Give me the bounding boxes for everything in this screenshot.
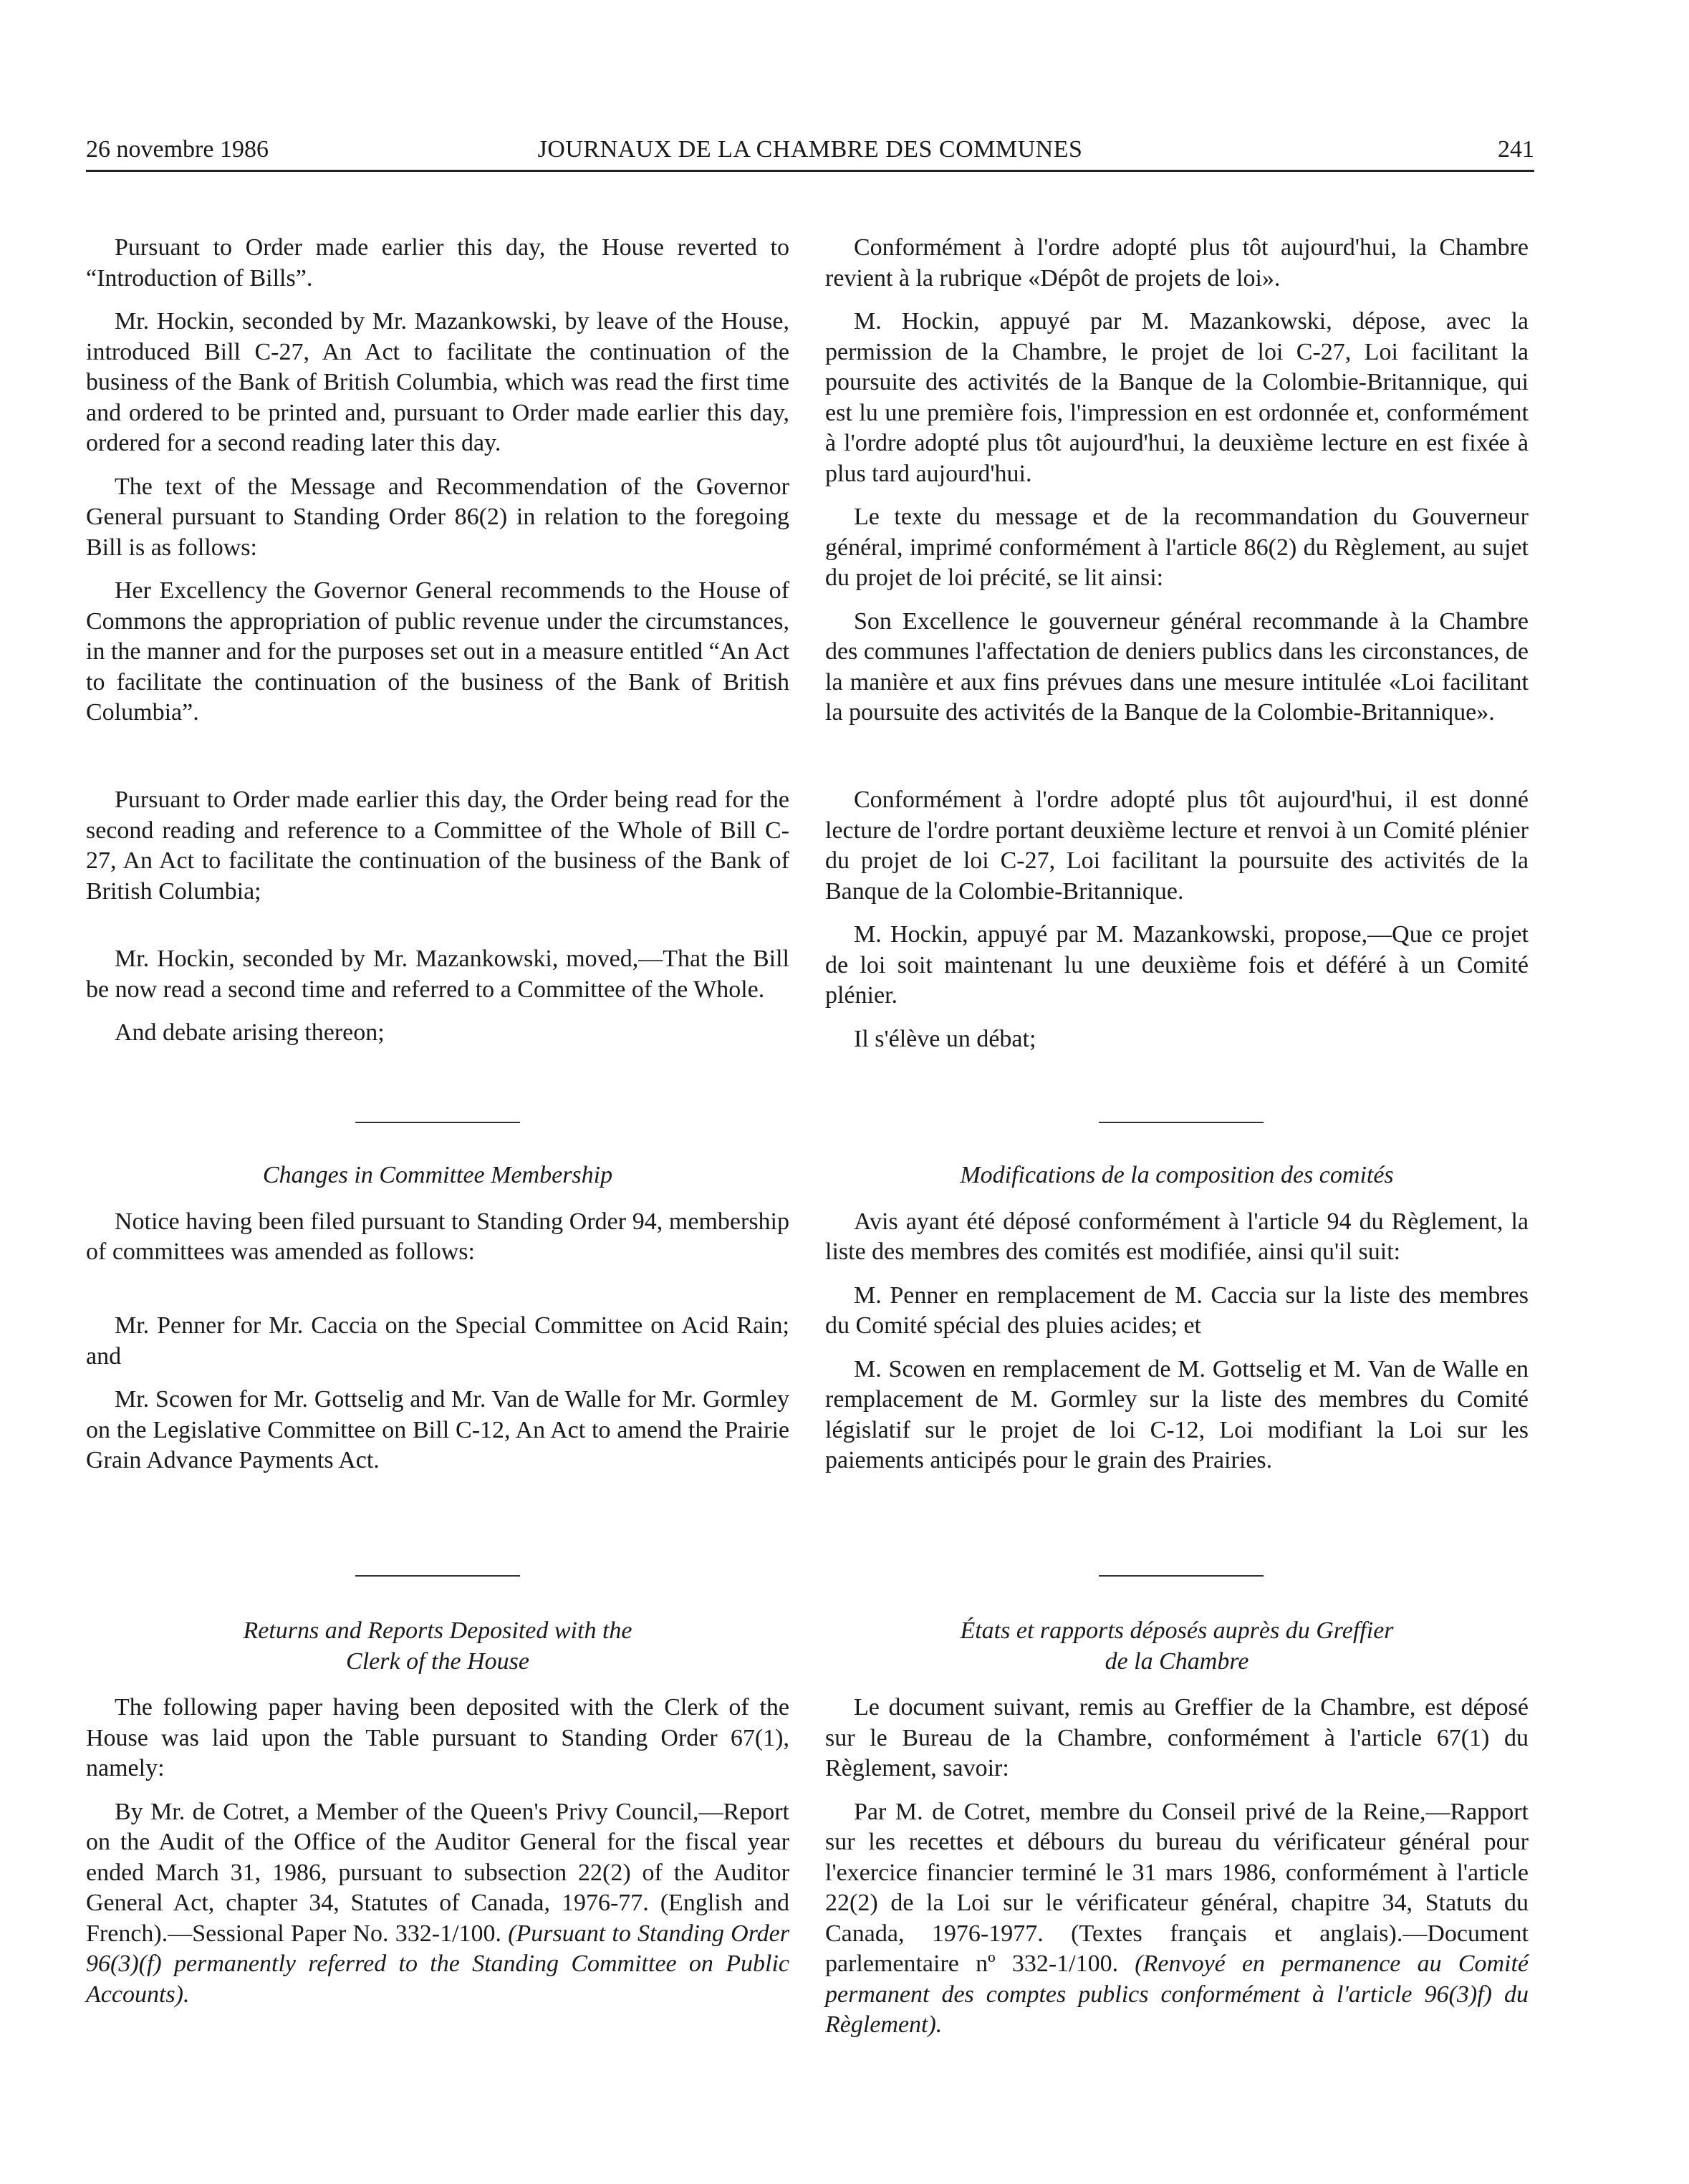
fr-block-returns: [825, 1616, 1529, 2041]
en-paragraph: Notice having been filed pursuant to Standing Order 94, membership of committees was amended as follows:: [86, 1208, 789, 1265]
fr-paragraph: Le document suivant, remis au Greffier de la Chambre, est déposé sur le Bureau de la Chambre, conformément à l'article 67(1) du Règlement, savoir:: [825, 1694, 1529, 1781]
fr-paragraph: Avis ayant été déposé conformément à l'article 94 du Règlement, la liste des membres des comités est modifiée, ainsi qu'il suit:: [825, 1208, 1529, 1265]
en-block-committee: [86, 1160, 789, 1268]
fr-paper-referral: (Renvoyé en permanence au Comité permanent des comptes publics conformément à l'article 96(3)f) du Règlement).: [825, 1950, 1529, 2038]
en-block-motion: [86, 944, 789, 1049]
fr-paragraph: Conformément à l'ordre adopté plus tôt aujourd'hui, il est donné lecture de l'ordre portant deuxième lecture et renvoi à un Comité plénier du projet de loi C-27, Loi facilitant la poursuite des activités de la Banque de la Colombie-Britannique.: [825, 786, 1529, 905]
en-paragraph: Mr. Scowen for Mr. Gottselig and Mr. Van de Walle for Mr. Gormley on the Legislative Committee on Bill C-12, An Act to amend the Prairie Grain Advance Payments Act.: [86, 1386, 789, 1473]
page-number: 241: [1498, 136, 1534, 163]
section-divider: [355, 1122, 520, 1123]
fr-paragraph: Il s'élève un débat;: [854, 1025, 1036, 1052]
en-block-returns: [86, 1616, 789, 2010]
section-divider: [355, 1575, 520, 1577]
fr-paragraph: M. Scowen en remplacement de M. Gottselig et M. Van de Walle en remplacement de M. Gormley sur la liste des membres du Comité législatif sur le projet de loi C-12, Loi modifiant la Loi sur les paiements anticipés pour le grain des Prairies.: [825, 1355, 1529, 1473]
en-block-second-reading: [86, 785, 789, 907]
en-paragraph: The following paper having been deposited with the Clerk of the House was laid upon the Table pursuant to Standing Order 67(1), namely:: [86, 1694, 789, 1781]
en-paragraph: [86, 1797, 789, 2011]
fr-paragraph: M. Hockin, appuyé par M. Mazankowski, propose,—Que ce projet de loi soit maintenant lu une deuxième fois et déféré à un Comité plénier.: [825, 921, 1529, 1009]
en-paper-text: By Mr. de Cotret, a Member of the Queen's Privy Council,—Report on the Audit of the Office of the Auditor General for the fiscal year ended March 31, 1986, pursuant to subsection 22(2) of the Auditor General Act, chapter 34, Statutes of Canada, 1976-77. (English and French).—Sessional Paper No. 332-1/100.: [86, 1798, 789, 1947]
section-divider: [1099, 1122, 1264, 1123]
en-paragraph: Mr. Hockin, seconded by Mr. Mazankowski, by leave of the House, introduced Bill C-27, An Act to facilitate the continuation of the business of the Bank of British Columbia, which was read the first time and ordered to be printed and, pursuant to Order made earlier this day, ordered for a second reading later this day.: [86, 308, 789, 456]
en-paragraph: Pursuant to Order made earlier this day, the House reverted to “Introduction of Bills”.: [86, 234, 789, 292]
fr-paragraph: Son Excellence le gouverneur général recommande à la Chambre des communes l'affectation de deniers publics dans les circonstances, de la manière et aux fins prévues dans une mesure intitulée «Loi facilitant la poursuite des activités de la Banque de la Colombie-Britannique».: [825, 607, 1529, 726]
en-block-intro: [86, 233, 789, 728]
en-paragraph: Her Excellency the Governor General recommends to the House of Commons the appropriation of public revenue under the circumstances, in the manner and for the purposes set out in a measure entitled “An Act to facilitate the continuation of the business of the Bank of British Columbia”.: [86, 577, 789, 726]
fr-section-heading: de la Chambre: [1105, 1647, 1249, 1675]
fr-paragraph: M. Hockin, appuyé par M. Mazankowski, dépose, avec la permission de la Chambre, le projet de loi C-27, Loi facilitant la poursuite des activités de la Banque de la Colombie-Britannique, qui est lu une première fois, l'impression en est ordonnée et, conformément à l'ordre adopté plus tôt aujourd'hui, la deuxième lecture en est fixée à plus tard aujourd'hui.: [825, 308, 1529, 487]
en-section-heading: Returns and Reports Deposited with the: [243, 1617, 632, 1644]
en-paragraph: Mr. Penner for Mr. Caccia on the Special Committee on Acid Rain; and: [86, 1312, 789, 1370]
header-title: JOURNAUX DE LA CHAMBRE DES COMMUNES: [537, 136, 1083, 163]
en-paragraph: Pursuant to Order made earlier this day, the Order being read for the second reading and reference to a Committee of the Whole of Bill C-27, An Act to facilitate the continuation of the business of the Bank of British Columbia;: [86, 786, 789, 905]
en-section-heading: Changes in Committee Membership: [262, 1162, 613, 1188]
en-section-heading: Clerk of the House: [346, 1647, 529, 1675]
en-paragraph: The text of the Message and Recommendation of the Governor General pursuant to Standing Order 86(2) in relation to the foregoing Bill is as follows:: [86, 473, 789, 561]
fr-block-committee: [825, 1160, 1529, 1476]
fr-block-intro: [825, 233, 1529, 728]
fr-paragraph: Conformément à l'ordre adopté plus tôt aujourd'hui, la Chambre revient à la rubrique «Dépôt de projets de loi».: [825, 234, 1529, 292]
en-block-membership: [86, 1311, 789, 1476]
header-date: 26 novembre 1986: [86, 136, 269, 163]
fr-paragraph: [825, 1797, 1529, 2041]
en-paragraph: And debate arising thereon;: [115, 1019, 385, 1046]
fr-section-heading: Modifications de la composition des comités: [960, 1162, 1394, 1188]
fr-section-heading: États et rapports déposés auprès du Greffier: [960, 1617, 1394, 1644]
en-paragraph: Mr. Hockin, seconded by Mr. Mazankowski, moved,—That the Bill be now read a second time and referred to a Committee of the Whole.: [86, 946, 789, 1003]
fr-block-second-reading: [825, 785, 1529, 1054]
en-paper-referral: (Pursuant to Standing Order 96(3)(f) permanently referred to the Standing Committee on Public Accounts).: [86, 1920, 789, 2008]
section-divider: [1099, 1575, 1264, 1577]
fr-paragraph: M. Penner en remplacement de M. Caccia sur la liste des membres du Comité spécial des pluies acides; et: [825, 1281, 1529, 1339]
running-header: [86, 133, 1534, 172]
fr-paragraph: Le texte du message et de la recommandation du Gouverneur général, imprimé conformément à l'article 86(2) du Règlement, au sujet du projet de loi précité, se lit ainsi:: [825, 504, 1529, 591]
fr-paper-text: Par M. de Cotret, membre du Conseil privé de la Reine,—Rapport sur les recettes et débours du bureau du vérificateur général pour l'exercice financier terminé le 31 mars 1986, conformément à l'article 22(2) de la Loi sur le vérificateur général, chapitre 34, Statuts du Canada, 1976-1977. (Textes français et anglais).—Document parlementaire nº 332-1/100.: [825, 1798, 1529, 1977]
